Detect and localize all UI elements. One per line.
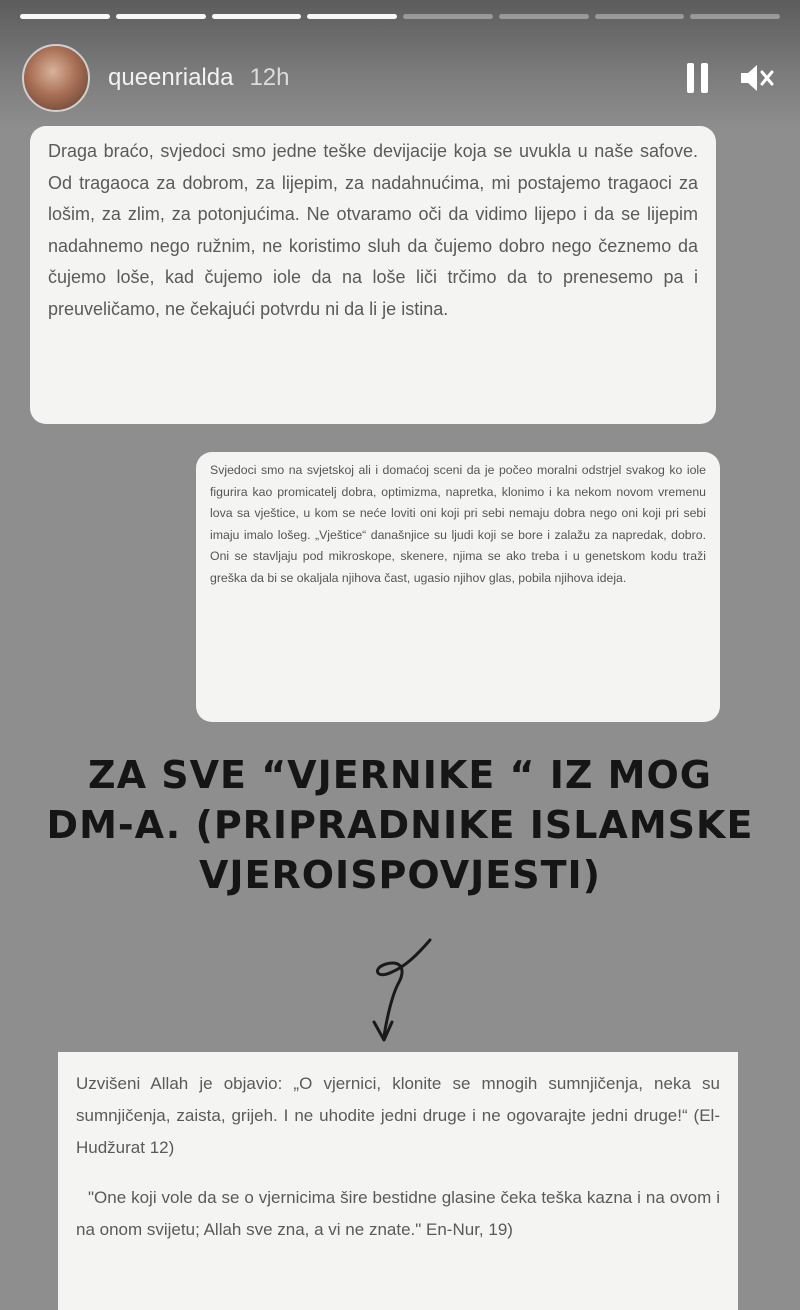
story-progress-bar <box>20 14 780 19</box>
progress-segment <box>212 14 302 19</box>
progress-segment <box>499 14 589 19</box>
progress-segment <box>20 14 110 19</box>
pause-button[interactable] <box>672 53 722 103</box>
mute-button[interactable] <box>732 53 782 103</box>
pause-icon <box>687 63 708 93</box>
text-card-1 <box>30 126 716 424</box>
progress-segment <box>307 14 397 19</box>
progress-segment <box>403 14 493 19</box>
text-card-2 <box>196 452 720 722</box>
quote-2: "One koji vole da se o vjernicima šire bestidne glasine čeka teška kazna i na ovom i na onom svijetu; Allah sve zna, a vi ne znate." En-Nur, 19) <box>76 1188 720 1239</box>
story-header <box>22 42 782 114</box>
quote-1: Uzvišeni Allah je objavio: „O vjernici, klonite se mnogih sumnjičenja, neka su sumnjičenja, zaista, grijeh. I ne uhodite jedni druge i ne ogovarajte jedni druge!“ (El-Hudžurat 12) <box>76 1074 720 1157</box>
paragraph-1: Draga braćo, svjedoci smo jedne teške devijacije koja se uvukla u naše safove. Od tragaoca za dobrom, za lijepim, za nadahnućima, mi postajemo tragaoci za lošim, za zlim, za potonjućima. Ne otvaramo oči da vidimo lijepo i da se lijepim nadahnemo nego ružnim, ne koristimo sluh da čujemo dobro nego čeznemo da čujemo loše, kad čujemo iole da na loše liči trčimo da to prenesemo pa i preuveličamo, ne čekajući potvrdu ni da li je istina. <box>48 141 698 319</box>
muted-speaker-icon <box>739 62 775 94</box>
paragraph-2: Svjedoci smo na svjetskoj ali i domaćoj sceni da je počeo moralni odstrjel svakog ko iole figurira kao promicatelj dobra, optimizma, napretka, klonimo i ka nekom novom vremenu lova sa vještice, u kom se neće loviti oni koji pri sebi nemaju dobra nego oni koji pri sebi imaju imalo lošeg. „Vještice“ današnjice su ljudi koji se bore i zalažu za napredak, dobro. Oni se stavljaju pod mikroskope, skenere, njima se ako treba i u genetskom kodu traži greška da bi se okaljala njihova čast, ugasio njihov glas, pobila njihova ideja. <box>210 463 706 585</box>
progress-segment <box>116 14 206 19</box>
headline-text: ZA SVE “VJERNIKE “ IZ MOG DM-A. (PRIPRADNIKE ISLAMSKE VJEROISPOVJESTI) <box>46 753 754 897</box>
avatar[interactable] <box>22 44 90 112</box>
hand-drawn-arrow-icon <box>352 930 462 1050</box>
progress-segment <box>690 14 780 19</box>
progress-segment <box>595 14 685 19</box>
quote-card <box>58 1052 738 1310</box>
username[interactable]: queenrialda <box>108 64 234 91</box>
post-time: 12h <box>249 64 290 91</box>
